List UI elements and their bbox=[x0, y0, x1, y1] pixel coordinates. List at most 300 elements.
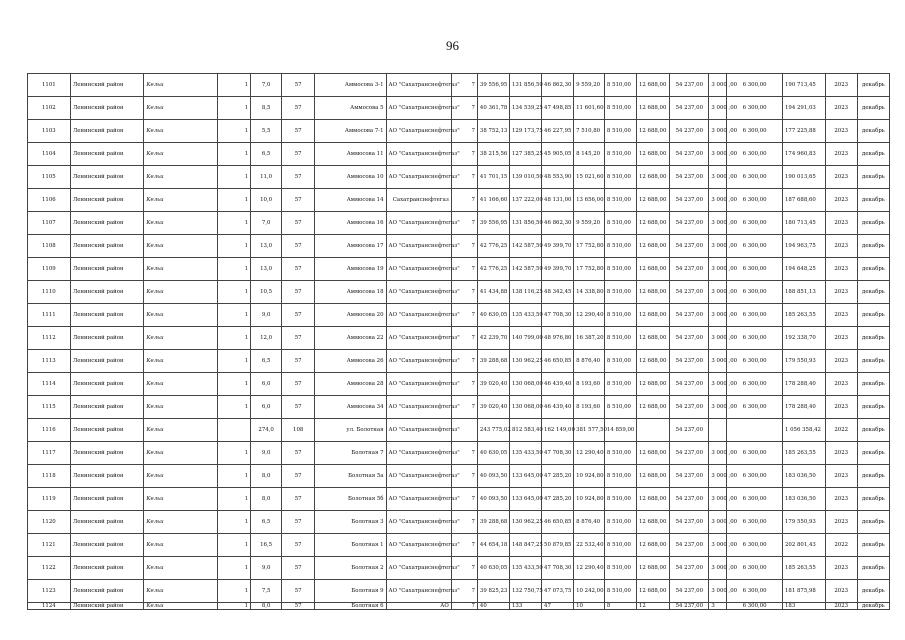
cell-cost-e: 8 510,00 bbox=[604, 143, 636, 166]
cell-fee-a: 3 000 ,00 bbox=[709, 258, 727, 281]
cell-month: декабрь bbox=[857, 143, 889, 166]
cell-cost-b: 131 856,50 bbox=[509, 74, 541, 97]
cell-cost-a: 40 630,05 bbox=[477, 557, 509, 580]
cell-total: 202 801,43 bbox=[782, 534, 825, 557]
cell-days: 7 bbox=[451, 97, 477, 120]
cell-cost-e: 8 510,00 bbox=[604, 120, 636, 143]
cell-organization: АО "Сахатранснефтегаз" bbox=[386, 373, 451, 396]
cell-district: Ленинский район bbox=[70, 97, 144, 120]
cell-total: 177 225,88 bbox=[782, 120, 825, 143]
cell-address: Аммосова 28 bbox=[315, 373, 386, 396]
cell-base-amount: 54 237,00 bbox=[670, 166, 709, 189]
cell-organization: АО "Сахатранснефтегаз" bbox=[386, 143, 451, 166]
cell-fee-b: 6 300,00 bbox=[727, 97, 783, 120]
cell-address: Аммосова 7-1 bbox=[315, 120, 386, 143]
cell-year: 2023 bbox=[825, 350, 857, 373]
cell-row-number: 1111 bbox=[28, 304, 71, 327]
cell-district: Ленинский район bbox=[70, 212, 144, 235]
cell-year: 2023 bbox=[825, 557, 857, 580]
cell-fee-b: 6 300,00 bbox=[727, 442, 783, 465]
cell-cost-e: 8 510,00 bbox=[604, 557, 636, 580]
cell-rate: 57 bbox=[282, 212, 315, 235]
cell-month: декабрь bbox=[857, 327, 889, 350]
cell-cost-e: 8 510,00 bbox=[604, 442, 636, 465]
cell-address: Аммосова 26 bbox=[315, 350, 386, 373]
cell-total: 190 713,45 bbox=[782, 74, 825, 97]
cell-cost-e: 8 510,00 bbox=[604, 327, 636, 350]
cell-cost-b: 135 433,50 bbox=[509, 557, 541, 580]
cell-days: 7 bbox=[451, 350, 477, 373]
cell-fee-b: 6 300,00 bbox=[727, 488, 783, 511]
cell-cost-b: 129 173,75 bbox=[509, 120, 541, 143]
cell-rate: 57 bbox=[282, 304, 315, 327]
cell-total: 183 bbox=[782, 603, 825, 610]
cell-row-number: 1117 bbox=[28, 442, 71, 465]
cell-fee-b: 6 300,00 bbox=[727, 350, 783, 373]
cell-fee-b: 6 300,00 bbox=[727, 304, 783, 327]
cell-base-amount: 54 237,00 bbox=[670, 488, 709, 511]
cell-base-amount: 54 237,00 bbox=[670, 511, 709, 534]
cell-cost-c: 46 227,95 bbox=[542, 120, 574, 143]
table-row bbox=[28, 327, 890, 350]
cell-base-amount: 54 237,00 bbox=[670, 580, 709, 603]
cell-address: Аммосова 10 bbox=[315, 166, 386, 189]
cell-days: 7 bbox=[451, 189, 477, 212]
cell-cost-b: 142 587,50 bbox=[509, 235, 541, 258]
cell-year: 2023 bbox=[825, 396, 857, 419]
cell-cost-d: 9 559,20 bbox=[574, 212, 605, 235]
cell-total: 185 263,55 bbox=[782, 304, 825, 327]
cell-cost-e: 8 510,00 bbox=[604, 74, 636, 97]
cell-rate: 57 bbox=[282, 120, 315, 143]
cell-total: 181 875,98 bbox=[782, 580, 825, 603]
cell-base-amount: 54 237,00 bbox=[670, 235, 709, 258]
cell-cost-b: 131 856,50 bbox=[509, 212, 541, 235]
cell-fee-a: 3 000 ,00 bbox=[709, 557, 727, 580]
cell-month: декабрь bbox=[857, 304, 889, 327]
table-row bbox=[28, 373, 890, 396]
cell-year: 2023 bbox=[825, 166, 857, 189]
cell-rate: 57 bbox=[282, 235, 315, 258]
cell-cost-d: 7 510,80 bbox=[574, 120, 605, 143]
cell-cost-a: 38 215,56 bbox=[477, 143, 509, 166]
cell-cost-c: 49 399,70 bbox=[542, 258, 574, 281]
cell-cost-a: 41 434,88 bbox=[477, 281, 509, 304]
table-row bbox=[28, 419, 890, 442]
cell-district: Ленинский район bbox=[70, 327, 144, 350]
cell-district: Ленинский район bbox=[70, 442, 144, 465]
cell-address: Аммосова 17 bbox=[315, 235, 386, 258]
cell-cost-f: 12 688,00 bbox=[636, 281, 669, 304]
cell-count bbox=[217, 419, 250, 442]
cell-district: Ленинский район bbox=[70, 580, 144, 603]
cell-cost-f: 12 688,00 bbox=[636, 580, 669, 603]
cell-area: 8,0 bbox=[251, 603, 282, 610]
cell-cost-b: 139 010,50 bbox=[509, 166, 541, 189]
cell-month: декабрь bbox=[857, 281, 889, 304]
cell-rate: 57 bbox=[282, 350, 315, 373]
cell-days: 7 bbox=[451, 258, 477, 281]
cell-cost-c: 48 553,90 bbox=[542, 166, 574, 189]
cell-fee-a: 3 000 ,00 bbox=[709, 120, 727, 143]
table-row bbox=[28, 488, 890, 511]
cell-area: 16,5 bbox=[251, 534, 282, 557]
cell-type: Кельи bbox=[144, 143, 218, 166]
cell-address: Болотная 5б bbox=[315, 488, 386, 511]
cell-organization: АО "Сахатранснефтегаз" bbox=[386, 419, 451, 442]
cell-base-amount: 54 237,00 bbox=[670, 212, 709, 235]
cell-month: декабрь bbox=[857, 235, 889, 258]
cell-fee-b: 6 300,00 bbox=[727, 212, 783, 235]
cell-cost-b: 134 539,25 bbox=[509, 97, 541, 120]
cell-cost-d: 15 021,60 bbox=[574, 166, 605, 189]
cell-month: декабрь bbox=[857, 534, 889, 557]
cell-base-amount: 54 237,00 bbox=[670, 120, 709, 143]
cell-cost-b: 135 433,50 bbox=[509, 442, 541, 465]
cell-rate: 57 bbox=[282, 189, 315, 212]
cell-row-number: 1105 bbox=[28, 166, 71, 189]
cell-total: 174 960,83 bbox=[782, 143, 825, 166]
cell-count: 1 bbox=[217, 534, 250, 557]
cell-cost-e: 14 859,00 bbox=[604, 419, 636, 442]
cell-type: Кельи bbox=[144, 396, 218, 419]
cell-cost-d: 16 387,20 bbox=[574, 327, 605, 350]
cell-month: декабрь bbox=[857, 373, 889, 396]
cell-cost-f: 12 688,00 bbox=[636, 97, 669, 120]
cell-fee-a: 3 000 ,00 bbox=[709, 97, 727, 120]
cell-count: 1 bbox=[217, 189, 250, 212]
cell-year: 2023 bbox=[825, 603, 857, 610]
cell-cost-c: 46 650,85 bbox=[542, 350, 574, 373]
cell-type: Кельи bbox=[144, 580, 218, 603]
cell-cost-e: 8 510,00 bbox=[604, 97, 636, 120]
cell-cost-c: 47 073,75 bbox=[542, 580, 574, 603]
cell-rate: 57 bbox=[282, 97, 315, 120]
cell-fee-a: 3 000 ,00 bbox=[709, 327, 727, 350]
cell-days: 7 bbox=[451, 235, 477, 258]
cell-rate: 57 bbox=[282, 465, 315, 488]
cell-rate: 57 bbox=[282, 534, 315, 557]
cell-fee-b bbox=[727, 419, 783, 442]
cell-cost-b: 127 385,25 bbox=[509, 143, 541, 166]
cell-total: 178 288,40 bbox=[782, 396, 825, 419]
cell-type: Кельи bbox=[144, 419, 218, 442]
cell-fee-a: 3 000 ,00 bbox=[709, 580, 727, 603]
table-row bbox=[28, 189, 890, 212]
cell-cost-d: 8 876,40 bbox=[574, 511, 605, 534]
cell-total: 1 056 358,42 bbox=[782, 419, 825, 442]
cell-count: 1 bbox=[217, 166, 250, 189]
cell-total: 183 036,50 bbox=[782, 465, 825, 488]
cell-year: 2023 bbox=[825, 465, 857, 488]
cell-organization: АО "Сахатранснефтегаз" bbox=[386, 258, 451, 281]
cell-base-amount: 54 237,00 bbox=[670, 350, 709, 373]
cell-area: 8,0 bbox=[251, 488, 282, 511]
cell-count: 1 bbox=[217, 235, 250, 258]
cell-type: Кельи bbox=[144, 74, 218, 97]
cell-fee-b: 6 300,00 bbox=[727, 143, 783, 166]
cell-base-amount: 54 237,00 bbox=[670, 373, 709, 396]
cell-rate: 57 bbox=[282, 488, 315, 511]
page-number: 96 bbox=[446, 38, 459, 53]
cell-days: 7 bbox=[451, 373, 477, 396]
cell-days: 7 bbox=[451, 396, 477, 419]
cell-cost-e: 8 510,00 bbox=[604, 396, 636, 419]
cell-cost-a: 39 825,23 bbox=[477, 580, 509, 603]
cell-type: Кельи bbox=[144, 97, 218, 120]
cell-base-amount: 54 237,00 bbox=[670, 189, 709, 212]
cell-address: Аммосова 22 bbox=[315, 327, 386, 350]
cell-district: Ленинский район bbox=[70, 603, 144, 610]
cell-month: декабрь bbox=[857, 120, 889, 143]
cell-organization: АО "Сахатранснефтегаз" bbox=[386, 557, 451, 580]
cell-fee-a: 3 000 ,00 bbox=[709, 281, 727, 304]
cell-cost-f: 12 688,00 bbox=[636, 258, 669, 281]
cell-year: 2023 bbox=[825, 281, 857, 304]
cell-area: 6,5 bbox=[251, 350, 282, 373]
cell-cost-f: 12 688,00 bbox=[636, 212, 669, 235]
cell-row-number: 1112 bbox=[28, 327, 71, 350]
cell-fee-a: 3 000 ,00 bbox=[709, 373, 727, 396]
cell-cost-b: 148 847,25 bbox=[509, 534, 541, 557]
cell-base-amount: 54 237,00 bbox=[670, 281, 709, 304]
table-row bbox=[28, 557, 890, 580]
cell-cost-b: 130 068,00 bbox=[509, 373, 541, 396]
cell-count: 1 bbox=[217, 396, 250, 419]
cell-district: Ленинский район bbox=[70, 143, 144, 166]
cell-row-number: 1113 bbox=[28, 350, 71, 373]
cell-organization: АО "Сахатранснефтегаз" bbox=[386, 74, 451, 97]
cell-fee-a: 3 000 ,00 bbox=[709, 143, 727, 166]
cell-cost-a: 40 630,05 bbox=[477, 304, 509, 327]
cell-days: 7 bbox=[451, 166, 477, 189]
cell-row-number: 1119 bbox=[28, 488, 71, 511]
cell-address: Аммосова 11 bbox=[315, 143, 386, 166]
table-row bbox=[28, 350, 890, 373]
table-row bbox=[28, 281, 890, 304]
cell-cost-c: 162 149,00 bbox=[542, 419, 574, 442]
cell-type: Кельи bbox=[144, 327, 218, 350]
cell-rate: 57 bbox=[282, 396, 315, 419]
cell-year: 2023 bbox=[825, 74, 857, 97]
cell-month: декабрь bbox=[857, 166, 889, 189]
cell-district: Ленинский район bbox=[70, 189, 144, 212]
cell-cost-e: 8 bbox=[604, 603, 636, 610]
cell-rate: 57 bbox=[282, 442, 315, 465]
cell-cost-c: 47 498,85 bbox=[542, 97, 574, 120]
cell-fee-a: 3 000 ,00 bbox=[709, 189, 727, 212]
cell-count: 1 bbox=[217, 488, 250, 511]
cell-cost-d: 13 656,00 bbox=[574, 189, 605, 212]
cell-type: Кельи bbox=[144, 511, 218, 534]
cell-cost-b: 140 799,00 bbox=[509, 327, 541, 350]
table-row bbox=[28, 304, 890, 327]
cell-base-amount: 54 237,00 bbox=[670, 258, 709, 281]
cell-cost-c: 46 439,40 bbox=[542, 373, 574, 396]
cell-cost-b: 133 645,00 bbox=[509, 465, 541, 488]
cell-type: Кельи bbox=[144, 189, 218, 212]
cell-cost-f: 12 bbox=[636, 603, 669, 610]
cell-district: Ленинский район bbox=[70, 281, 144, 304]
cell-type: Кельи bbox=[144, 166, 218, 189]
cell-row-number: 1109 bbox=[28, 258, 71, 281]
cell-fee-b: 6 300,00 bbox=[727, 373, 783, 396]
table-row bbox=[28, 465, 890, 488]
cell-cost-c: 46 862,30 bbox=[542, 212, 574, 235]
cell-base-amount: 54 237,00 bbox=[670, 534, 709, 557]
data-table bbox=[27, 73, 890, 610]
cell-fee-a: 3 000 ,00 bbox=[709, 534, 727, 557]
table-row bbox=[28, 212, 890, 235]
cell-organization: АО bbox=[386, 603, 451, 610]
cell-fee-a: 3 000 ,00 bbox=[709, 235, 727, 258]
cell-cost-e: 8 510,00 bbox=[604, 258, 636, 281]
cell-count: 1 bbox=[217, 373, 250, 396]
cell-total: 187 688,60 bbox=[782, 189, 825, 212]
table-row bbox=[28, 97, 890, 120]
cell-cost-d: 12 290,40 bbox=[574, 442, 605, 465]
cell-total: 185 263,55 bbox=[782, 442, 825, 465]
cell-area: 6,5 bbox=[251, 511, 282, 534]
cell-row-number: 1121 bbox=[28, 534, 71, 557]
cell-cost-a: 40 bbox=[477, 603, 509, 610]
cell-row-number: 1118 bbox=[28, 465, 71, 488]
cell-cost-e: 8 510,00 bbox=[604, 373, 636, 396]
cell-fee-b: 6 300,00 bbox=[727, 281, 783, 304]
cell-base-amount: 54 237,00 bbox=[670, 419, 709, 442]
cell-row-number: 1104 bbox=[28, 143, 71, 166]
cell-area: 11,0 bbox=[251, 166, 282, 189]
cell-cost-c: 45 905,05 bbox=[542, 143, 574, 166]
cell-area: 6,5 bbox=[251, 143, 282, 166]
cell-district: Ленинский район bbox=[70, 304, 144, 327]
cell-days: 7 bbox=[451, 580, 477, 603]
cell-cost-e: 8 510,00 bbox=[604, 281, 636, 304]
cell-total: 179 550,93 bbox=[782, 511, 825, 534]
cell-month: декабрь bbox=[857, 189, 889, 212]
cell-base-amount: 54 237,00 bbox=[670, 557, 709, 580]
cell-count: 1 bbox=[217, 442, 250, 465]
cell-month: декабрь bbox=[857, 580, 889, 603]
cell-days: 7 bbox=[451, 442, 477, 465]
cell-type: Кельи bbox=[144, 304, 218, 327]
cell-type: Кельи bbox=[144, 258, 218, 281]
cell-rate: 108 bbox=[282, 419, 315, 442]
cell-organization: АО "Сахатранснефтегаз" bbox=[386, 281, 451, 304]
cell-rate: 57 bbox=[282, 603, 315, 610]
cell-fee-a: 3 000 ,00 bbox=[709, 212, 727, 235]
cell-month: декабрь bbox=[857, 258, 889, 281]
cell-month: декабрь bbox=[857, 603, 889, 610]
cell-cost-b: 142 587,50 bbox=[509, 258, 541, 281]
cell-organization: АО "Сахатранснефтегаз" bbox=[386, 327, 451, 350]
cell-cost-c: 47 708,30 bbox=[542, 304, 574, 327]
cell-cost-b: 130 068,00 bbox=[509, 396, 541, 419]
cell-fee-b: 6 300,00 bbox=[727, 580, 783, 603]
cell-district: Ленинский район bbox=[70, 396, 144, 419]
cell-days: 7 bbox=[451, 488, 477, 511]
cell-cost-c: 46 650,85 bbox=[542, 511, 574, 534]
cell-area: 9,0 bbox=[251, 304, 282, 327]
cell-cost-e: 8 510,00 bbox=[604, 534, 636, 557]
cell-days: 7 bbox=[451, 465, 477, 488]
cell-month: декабрь bbox=[857, 97, 889, 120]
cell-fee-a: 3 bbox=[709, 603, 727, 610]
cell-address: Аммосова 19 bbox=[315, 258, 386, 281]
cell-type: Кельи bbox=[144, 281, 218, 304]
cell-count: 1 bbox=[217, 327, 250, 350]
cell-address: Аммосова 3-1 bbox=[315, 74, 386, 97]
cell-year: 2023 bbox=[825, 304, 857, 327]
table-row bbox=[28, 396, 890, 419]
cell-row-number: 1123 bbox=[28, 580, 71, 603]
cell-rate: 57 bbox=[282, 373, 315, 396]
cell-type: Кельи bbox=[144, 557, 218, 580]
cell-fee-a: 3 000 ,00 bbox=[709, 74, 727, 97]
table-row bbox=[28, 511, 890, 534]
cell-type: Кельи bbox=[144, 488, 218, 511]
cell-cost-f: 12 688,00 bbox=[636, 189, 669, 212]
cell-cost-b: 138 116,25 bbox=[509, 281, 541, 304]
cell-organization: АО "Сахатранснефтегаз" bbox=[386, 442, 451, 465]
cell-row-number: 1102 bbox=[28, 97, 71, 120]
cell-year: 2023 bbox=[825, 442, 857, 465]
cell-total: 190 013,65 bbox=[782, 166, 825, 189]
cell-fee-a: 3 000 ,00 bbox=[709, 465, 727, 488]
cell-total: 194 648,25 bbox=[782, 258, 825, 281]
cell-days: 7 bbox=[451, 74, 477, 97]
cell-month: декабрь bbox=[857, 557, 889, 580]
cell-cost-a: 42 776,25 bbox=[477, 258, 509, 281]
cell-cost-e: 8 510,00 bbox=[604, 189, 636, 212]
cell-address: Аммосова 5 bbox=[315, 97, 386, 120]
cell-year: 2022 bbox=[825, 419, 857, 442]
cell-type: Кельи bbox=[144, 212, 218, 235]
cell-month: декабрь bbox=[857, 419, 889, 442]
cell-base-amount: 54 237,00 bbox=[670, 396, 709, 419]
cell-cost-c: 47 285,20 bbox=[542, 465, 574, 488]
cell-organization: АО "Сахатранснефтегаз" bbox=[386, 304, 451, 327]
cell-month: декабрь bbox=[857, 74, 889, 97]
cell-area: 9,0 bbox=[251, 442, 282, 465]
cell-row-number: 1107 bbox=[28, 212, 71, 235]
cell-cost-f: 12 688,00 bbox=[636, 120, 669, 143]
cell-district: Ленинский район bbox=[70, 74, 144, 97]
cell-organization: Сахатранснефтегаз bbox=[386, 189, 451, 212]
cell-fee-b: 6 300,00 bbox=[727, 511, 783, 534]
cell-cost-d: 8 193,60 bbox=[574, 373, 605, 396]
cell-row-number: 1108 bbox=[28, 235, 71, 258]
cell-count: 1 bbox=[217, 143, 250, 166]
table-row bbox=[28, 235, 890, 258]
cell-cost-f: 12 688,00 bbox=[636, 304, 669, 327]
cell-base-amount: 54 237,00 bbox=[670, 74, 709, 97]
cell-district: Ленинский район bbox=[70, 120, 144, 143]
cell-count: 1 bbox=[217, 511, 250, 534]
cell-address: Болотная 3 bbox=[315, 511, 386, 534]
cell-cost-e: 8 510,00 bbox=[604, 235, 636, 258]
cell-address: Болотная 5а bbox=[315, 465, 386, 488]
cell-area: 12,0 bbox=[251, 327, 282, 350]
cell-total: 179 550,93 bbox=[782, 350, 825, 373]
cell-total: 194 963,75 bbox=[782, 235, 825, 258]
cell-organization: АО "Сахатранснефтегаз" bbox=[386, 235, 451, 258]
cell-total: 180 713,45 bbox=[782, 212, 825, 235]
cell-type: Кельи bbox=[144, 534, 218, 557]
cell-year: 2023 bbox=[825, 143, 857, 166]
cell-fee-b: 6 300,00 bbox=[727, 557, 783, 580]
cell-address: Аммосова 20 bbox=[315, 304, 386, 327]
